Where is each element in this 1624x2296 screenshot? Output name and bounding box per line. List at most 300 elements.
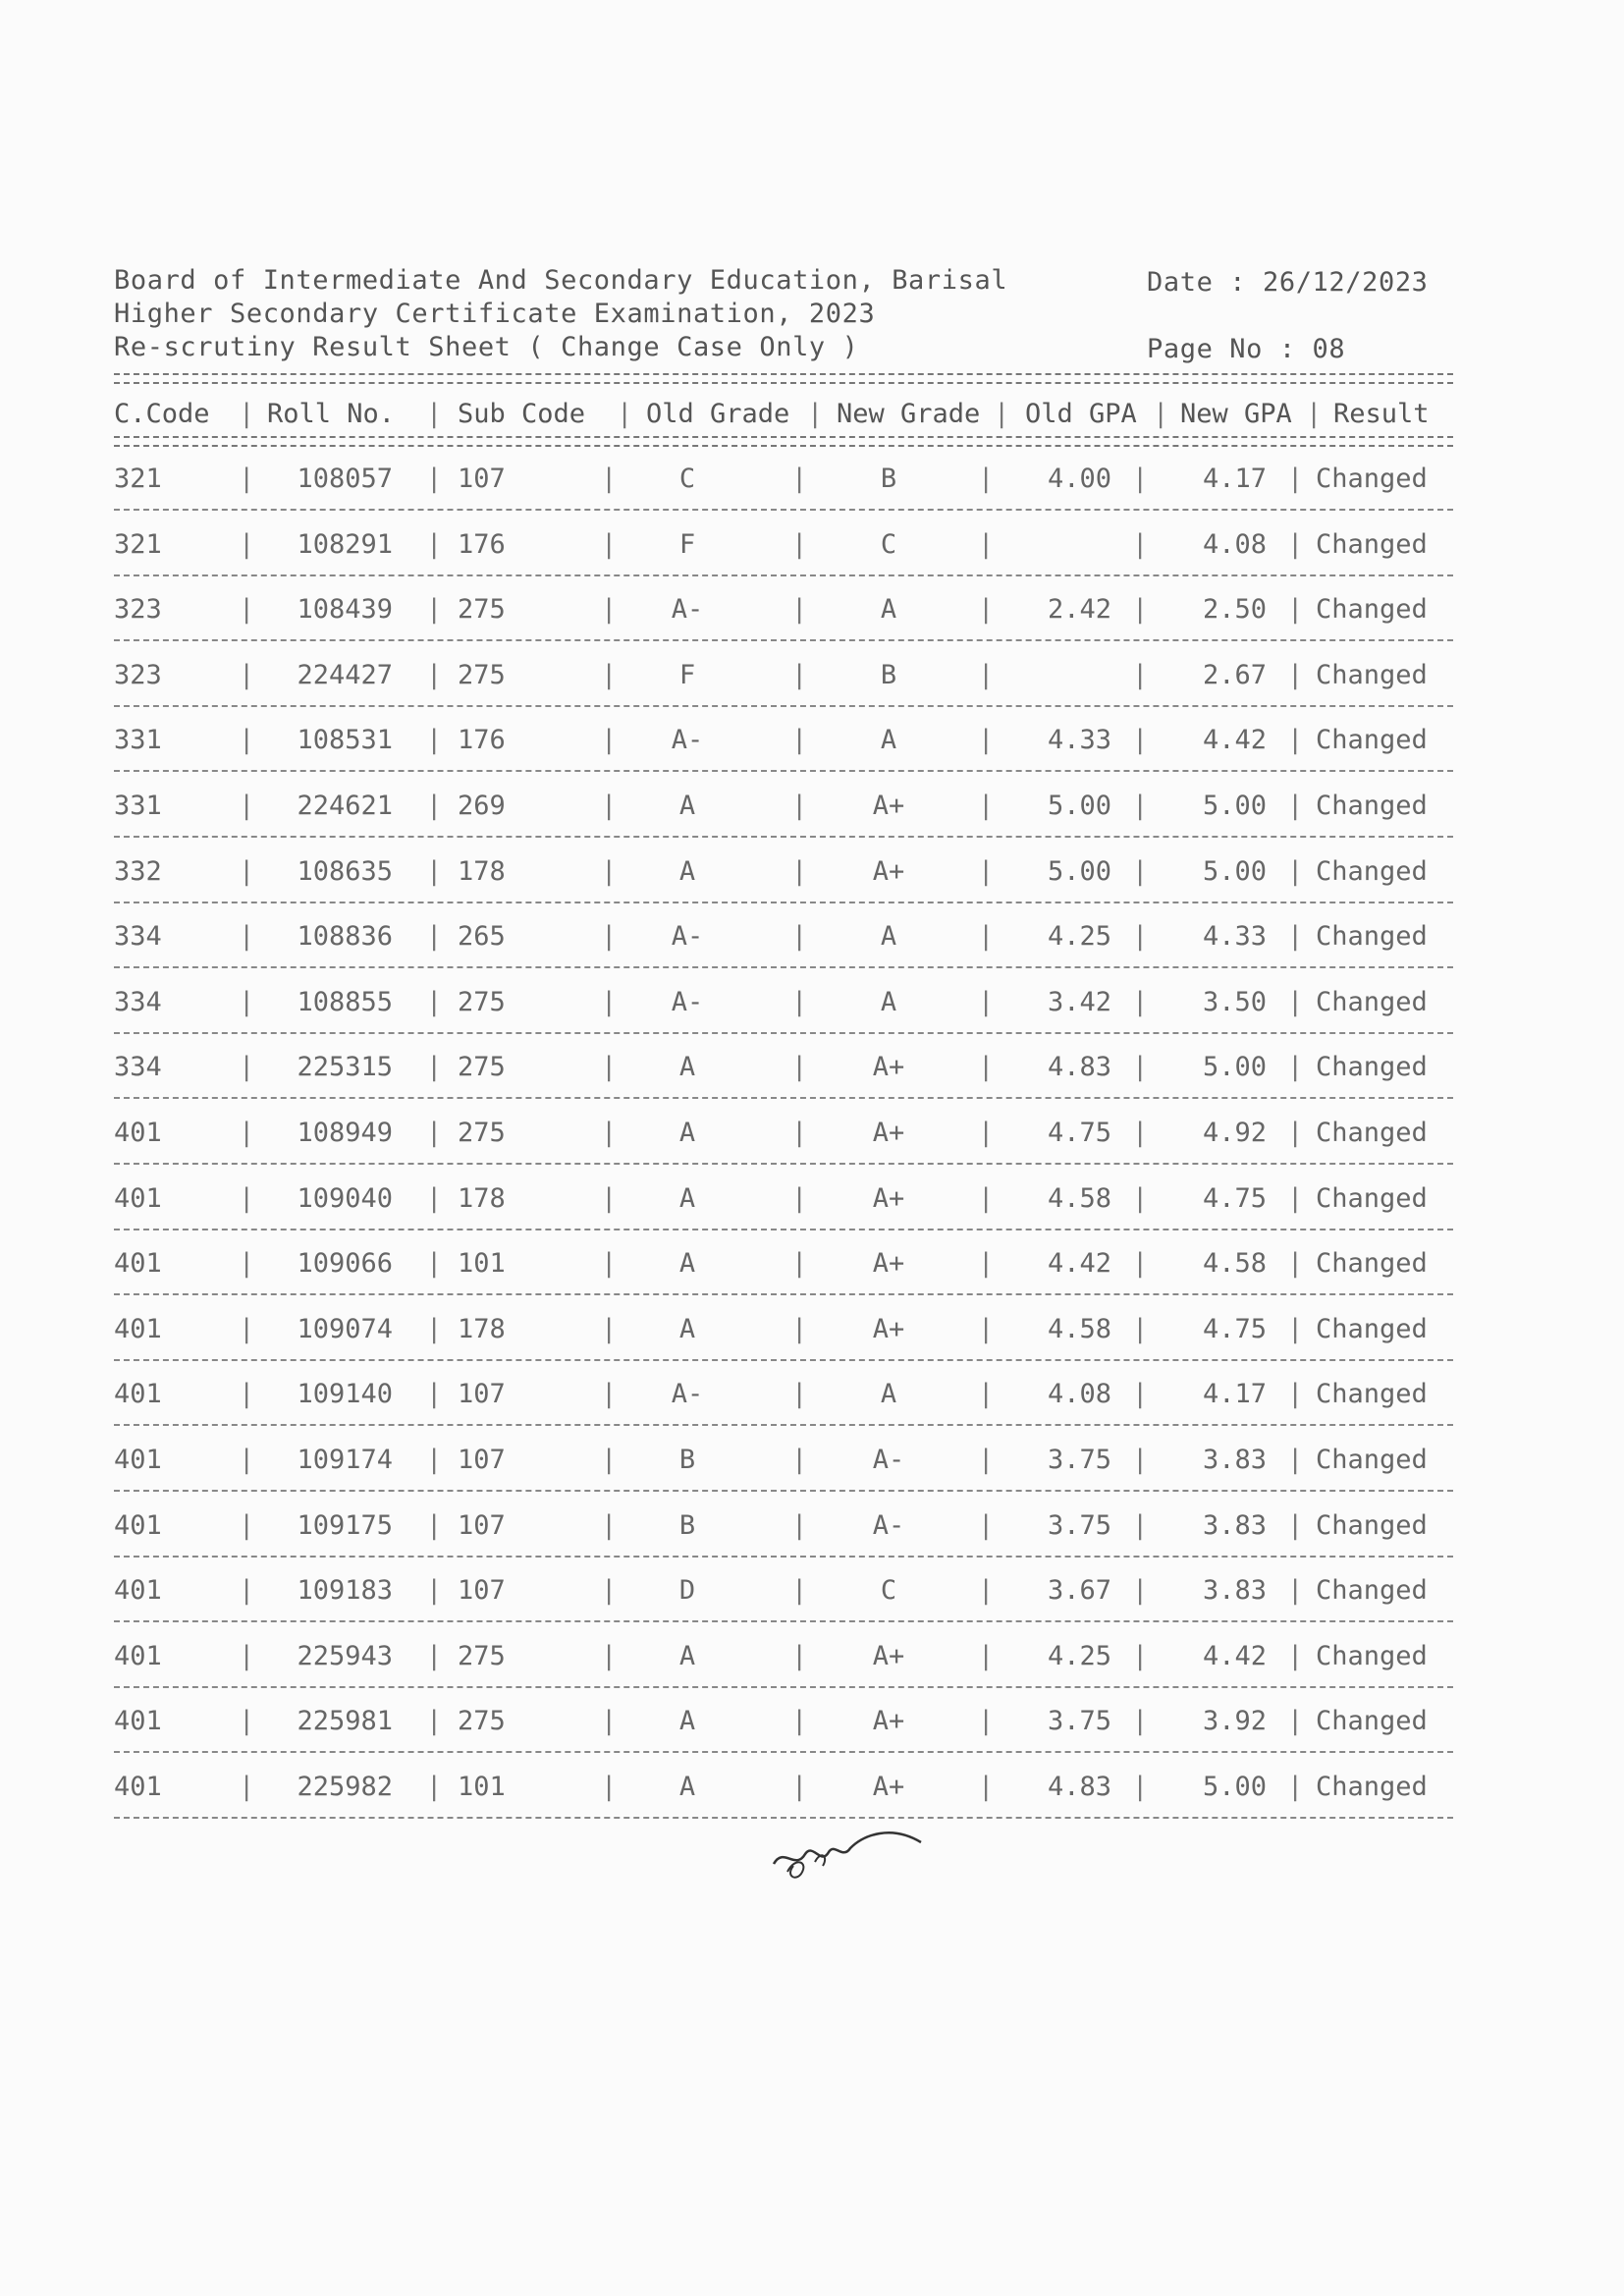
- cell-old-gpa: 4.75: [1047, 1118, 1111, 1148]
- cell-new-gpa: 5.00: [1202, 791, 1267, 821]
- column-separator: |: [978, 856, 995, 887]
- column-separator: |: [978, 1772, 995, 1802]
- row-divider: [114, 836, 1453, 838]
- cell-new-gpa: 2.50: [1202, 594, 1267, 625]
- column-separator: |: [1287, 1772, 1304, 1802]
- cell-new-grade: A: [880, 987, 897, 1017]
- column-separator: |: [1132, 1706, 1149, 1736]
- cell-old-gpa: 3.42: [1047, 987, 1111, 1017]
- column-separator: |: [426, 464, 443, 494]
- column-separator: |: [601, 464, 618, 494]
- column-separator: |: [601, 1052, 618, 1082]
- column-separator: |: [426, 921, 443, 952]
- cell-new-grade: A+: [872, 1641, 905, 1671]
- cell-sub-code: 275: [458, 1641, 506, 1671]
- column-separator: |: [791, 1314, 808, 1344]
- cell-result: Changed: [1316, 791, 1428, 821]
- column-separator: |: [426, 1248, 443, 1279]
- column-separator: |: [1132, 1445, 1149, 1475]
- column-separator: |: [601, 1379, 618, 1409]
- cell-roll-no: 109174: [297, 1445, 393, 1475]
- column-separator: |: [239, 1772, 255, 1802]
- cell-roll-no: 225981: [297, 1706, 393, 1736]
- column-separator: |: [601, 1706, 618, 1736]
- cell-roll-no: 108057: [297, 464, 393, 494]
- cell-c-code: 401: [114, 1314, 162, 1344]
- cell-result: Changed: [1316, 921, 1428, 952]
- cell-result: Changed: [1316, 1706, 1428, 1736]
- column-separator: |: [426, 660, 443, 690]
- cell-new-grade: A+: [872, 1314, 905, 1344]
- column-separator: |: [426, 1575, 443, 1606]
- column-separator: |: [791, 1641, 808, 1671]
- column-separator: |: [978, 921, 995, 952]
- cell-sub-code: 275: [458, 987, 506, 1017]
- cell-new-gpa: 4.75: [1202, 1314, 1267, 1344]
- cell-old-grade: B: [678, 1510, 696, 1541]
- cell-roll-no: 108855: [297, 987, 393, 1017]
- column-separator: |: [601, 529, 618, 560]
- header-rule-bottom: [114, 436, 1453, 447]
- cell-sub-code: 178: [458, 1314, 506, 1344]
- row-divider: [114, 639, 1453, 641]
- cell-new-grade: A+: [872, 856, 905, 887]
- column-separator: |: [994, 399, 1010, 429]
- cell-new-gpa: 5.00: [1202, 856, 1267, 887]
- cell-new-gpa: 4.33: [1202, 921, 1267, 952]
- column-separator: |: [978, 1706, 995, 1736]
- cell-result: Changed: [1316, 660, 1428, 690]
- cell-roll-no: 109175: [297, 1510, 393, 1541]
- row-divider: [114, 1490, 1453, 1492]
- column-separator: |: [239, 725, 255, 755]
- column-separator: |: [1132, 1248, 1149, 1279]
- column-separator: |: [1287, 1118, 1304, 1148]
- cell-c-code: 323: [114, 660, 162, 690]
- cell-new-gpa: 3.50: [1202, 987, 1267, 1017]
- column-separator: |: [239, 399, 255, 429]
- cell-old-grade: F: [678, 529, 696, 560]
- column-separator: |: [791, 1706, 808, 1736]
- column-separator: |: [601, 1183, 618, 1214]
- cell-old-gpa: 4.83: [1047, 1772, 1111, 1802]
- column-separator: |: [426, 1314, 443, 1344]
- cell-roll-no: 225982: [297, 1772, 393, 1802]
- column-header-sub-code: Sub Code: [458, 399, 586, 429]
- cell-c-code: 401: [114, 1772, 162, 1802]
- column-separator: |: [791, 725, 808, 755]
- column-separator: |: [791, 594, 808, 625]
- column-separator: |: [601, 1118, 618, 1148]
- cell-old-grade: A-: [671, 725, 704, 755]
- cell-new-grade: A: [880, 921, 897, 952]
- column-separator: |: [601, 791, 618, 821]
- cell-result: Changed: [1316, 856, 1428, 887]
- column-separator: |: [791, 1118, 808, 1148]
- column-separator: |: [1132, 1575, 1149, 1606]
- cell-sub-code: 107: [458, 1379, 506, 1409]
- cell-new-gpa: 4.42: [1202, 725, 1267, 755]
- column-separator: |: [601, 921, 618, 952]
- column-separator: |: [426, 856, 443, 887]
- row-divider: [114, 705, 1453, 707]
- cell-old-gpa: 4.00: [1047, 464, 1111, 494]
- cell-c-code: 401: [114, 1118, 162, 1148]
- cell-new-gpa: 3.83: [1202, 1510, 1267, 1541]
- cell-roll-no: 108439: [297, 594, 393, 625]
- column-separator: |: [1287, 1314, 1304, 1344]
- row-divider: [114, 1556, 1453, 1558]
- cell-result: Changed: [1316, 594, 1428, 625]
- column-separator: |: [1132, 987, 1149, 1017]
- cell-roll-no: 109183: [297, 1575, 393, 1606]
- cell-c-code: 334: [114, 921, 162, 952]
- row-divider: [114, 1097, 1453, 1099]
- cell-sub-code: 107: [458, 1575, 506, 1606]
- column-separator: |: [1287, 1445, 1304, 1475]
- column-separator: |: [1132, 921, 1149, 952]
- exam-name: Higher Secondary Certificate Examination, 2023: [114, 299, 876, 329]
- column-separator: |: [1132, 856, 1149, 887]
- column-separator: |: [978, 1379, 995, 1409]
- header-rule-top: [114, 373, 1453, 384]
- cell-result: Changed: [1316, 1575, 1428, 1606]
- cell-roll-no: 108531: [297, 725, 393, 755]
- cell-c-code: 401: [114, 1510, 162, 1541]
- column-separator: |: [239, 1118, 255, 1148]
- row-divider: [114, 902, 1453, 903]
- column-separator: |: [601, 1248, 618, 1279]
- cell-old-grade: A: [678, 1183, 696, 1214]
- cell-new-gpa: 4.17: [1202, 464, 1267, 494]
- column-separator: |: [426, 1379, 443, 1409]
- column-separator: |: [426, 1772, 443, 1802]
- column-separator: |: [807, 399, 824, 429]
- cell-sub-code: 275: [458, 1706, 506, 1736]
- cell-roll-no: 224621: [297, 791, 393, 821]
- column-separator: |: [239, 464, 255, 494]
- cell-old-gpa: 4.25: [1047, 1641, 1111, 1671]
- column-separator: |: [978, 987, 995, 1017]
- column-separator: |: [601, 1314, 618, 1344]
- column-separator: |: [791, 1575, 808, 1606]
- cell-result: Changed: [1316, 1183, 1428, 1214]
- cell-roll-no: 109066: [297, 1248, 393, 1279]
- cell-old-gpa: 2.42: [1047, 594, 1111, 625]
- cell-new-grade: A+: [872, 791, 905, 821]
- column-separator: |: [239, 1052, 255, 1082]
- cell-old-grade: F: [678, 660, 696, 690]
- column-separator: |: [978, 1575, 995, 1606]
- column-separator: |: [791, 791, 808, 821]
- column-separator: |: [1287, 1379, 1304, 1409]
- cell-old-grade: A: [678, 1118, 696, 1148]
- column-separator: |: [1287, 1706, 1304, 1736]
- column-separator: |: [1132, 660, 1149, 690]
- column-separator: |: [978, 660, 995, 690]
- cell-new-grade: A: [880, 594, 897, 625]
- cell-c-code: 401: [114, 1445, 162, 1475]
- column-separator: |: [601, 1575, 618, 1606]
- cell-old-gpa: 4.58: [1047, 1314, 1111, 1344]
- column-separator: |: [601, 1510, 618, 1541]
- column-separator: |: [791, 987, 808, 1017]
- column-separator: |: [1132, 464, 1149, 494]
- cell-old-grade: A: [678, 1314, 696, 1344]
- row-divider: [114, 1229, 1453, 1230]
- column-separator: |: [426, 1641, 443, 1671]
- column-separator: |: [1287, 856, 1304, 887]
- cell-old-grade: D: [678, 1575, 696, 1606]
- column-separator: |: [426, 1706, 443, 1736]
- cell-new-grade: A+: [872, 1118, 905, 1148]
- column-separator: |: [1132, 1052, 1149, 1082]
- cell-new-grade: A+: [872, 1052, 905, 1082]
- column-separator: |: [426, 529, 443, 560]
- row-divider: [114, 574, 1453, 576]
- column-separator: |: [1287, 529, 1304, 560]
- column-separator: |: [239, 1379, 255, 1409]
- column-separator: |: [1287, 1183, 1304, 1214]
- cell-new-gpa: 4.75: [1202, 1183, 1267, 1214]
- column-separator: |: [978, 1248, 995, 1279]
- column-header-new-grade: New Grade: [837, 399, 981, 429]
- column-separator: |: [978, 791, 995, 821]
- column-separator: |: [978, 529, 995, 560]
- cell-old-gpa: 4.08: [1047, 1379, 1111, 1409]
- column-separator: |: [239, 594, 255, 625]
- column-separator: |: [978, 1314, 995, 1344]
- column-separator: |: [1287, 660, 1304, 690]
- cell-result: Changed: [1316, 1248, 1428, 1279]
- column-separator: |: [791, 1248, 808, 1279]
- column-separator: |: [1132, 529, 1149, 560]
- row-divider: [114, 1686, 1453, 1688]
- column-separator: |: [1287, 1052, 1304, 1082]
- column-separator: |: [1287, 1510, 1304, 1541]
- column-separator: |: [978, 1183, 995, 1214]
- cell-sub-code: 107: [458, 1510, 506, 1541]
- cell-new-grade: B: [880, 464, 897, 494]
- column-separator: |: [791, 856, 808, 887]
- row-divider: [114, 1424, 1453, 1426]
- cell-roll-no: 109040: [297, 1183, 393, 1214]
- cell-result: Changed: [1316, 725, 1428, 755]
- cell-new-gpa: 4.58: [1202, 1248, 1267, 1279]
- cell-new-gpa: 5.00: [1202, 1052, 1267, 1082]
- column-separator: |: [601, 725, 618, 755]
- column-separator: |: [426, 1052, 443, 1082]
- cell-new-grade: A-: [872, 1510, 905, 1541]
- column-separator: |: [426, 725, 443, 755]
- column-separator: |: [1287, 594, 1304, 625]
- cell-result: Changed: [1316, 1379, 1428, 1409]
- cell-result: Changed: [1316, 1314, 1428, 1344]
- column-separator: |: [239, 1314, 255, 1344]
- row-divider: [114, 1293, 1453, 1295]
- cell-new-grade: A: [880, 725, 897, 755]
- cell-old-gpa: 3.67: [1047, 1575, 1111, 1606]
- column-separator: |: [617, 399, 633, 429]
- column-separator: |: [426, 791, 443, 821]
- column-separator: |: [791, 1510, 808, 1541]
- cell-new-grade: A: [880, 1379, 897, 1409]
- column-separator: |: [601, 660, 618, 690]
- column-separator: |: [239, 987, 255, 1017]
- cell-old-grade: B: [678, 1445, 696, 1475]
- cell-sub-code: 178: [458, 856, 506, 887]
- cell-roll-no: 224427: [297, 660, 393, 690]
- column-separator: |: [239, 1248, 255, 1279]
- column-separator: |: [1132, 791, 1149, 821]
- row-divider: [114, 966, 1453, 968]
- cell-c-code: 331: [114, 725, 162, 755]
- column-separator: |: [426, 1118, 443, 1148]
- column-separator: |: [791, 921, 808, 952]
- column-separator: |: [978, 594, 995, 625]
- cell-new-gpa: 2.67: [1202, 660, 1267, 690]
- column-separator: |: [791, 1445, 808, 1475]
- cell-sub-code: 101: [458, 1248, 506, 1279]
- cell-c-code: 401: [114, 1248, 162, 1279]
- column-separator: |: [239, 1575, 255, 1606]
- column-separator: |: [601, 594, 618, 625]
- cell-c-code: 401: [114, 1641, 162, 1671]
- cell-new-gpa: 3.83: [1202, 1445, 1267, 1475]
- cell-c-code: 323: [114, 594, 162, 625]
- page-number: Page No : 08: [1147, 334, 1346, 364]
- column-separator: |: [1132, 1379, 1149, 1409]
- column-separator: |: [239, 1183, 255, 1214]
- column-separator: |: [791, 464, 808, 494]
- column-header-old-grade: Old Grade: [646, 399, 790, 429]
- cell-sub-code: 107: [458, 1445, 506, 1475]
- column-separator: |: [239, 791, 255, 821]
- cell-old-gpa: 4.25: [1047, 921, 1111, 952]
- column-separator: |: [1132, 594, 1149, 625]
- cell-roll-no: 109140: [297, 1379, 393, 1409]
- cell-result: Changed: [1316, 464, 1428, 494]
- cell-sub-code: 269: [458, 791, 506, 821]
- cell-roll-no: 108635: [297, 856, 393, 887]
- column-header-new-gpa: New GPA: [1180, 399, 1292, 429]
- column-separator: |: [1132, 1510, 1149, 1541]
- cell-new-grade: A+: [872, 1183, 905, 1214]
- column-separator: |: [426, 1445, 443, 1475]
- cell-old-grade: A: [678, 791, 696, 821]
- cell-result: Changed: [1316, 1641, 1428, 1671]
- column-separator: |: [601, 1772, 618, 1802]
- column-separator: |: [426, 594, 443, 625]
- cell-roll-no: 108836: [297, 921, 393, 952]
- column-separator: |: [1287, 791, 1304, 821]
- cell-old-grade: A-: [671, 594, 704, 625]
- column-separator: |: [239, 529, 255, 560]
- cell-result: Changed: [1316, 529, 1428, 560]
- cell-new-grade: A+: [872, 1248, 905, 1279]
- sheet-title: Re-scrutiny Result Sheet ( Change Case Only ): [114, 332, 859, 362]
- column-separator: |: [1287, 1575, 1304, 1606]
- cell-roll-no: 225943: [297, 1641, 393, 1671]
- column-header-old-gpa: Old GPA: [1025, 399, 1137, 429]
- cell-sub-code: 107: [458, 464, 506, 494]
- column-separator: |: [1306, 399, 1323, 429]
- column-separator: |: [1132, 1183, 1149, 1214]
- cell-result: Changed: [1316, 1510, 1428, 1541]
- cell-sub-code: 176: [458, 725, 506, 755]
- column-separator: |: [791, 1379, 808, 1409]
- column-separator: |: [239, 1510, 255, 1541]
- column-separator: |: [791, 529, 808, 560]
- cell-old-grade: A-: [671, 1379, 704, 1409]
- cell-sub-code: 275: [458, 1118, 506, 1148]
- cell-new-gpa: 4.08: [1202, 529, 1267, 560]
- cell-c-code: 331: [114, 791, 162, 821]
- cell-c-code: 334: [114, 987, 162, 1017]
- board-name: Board of Intermediate And Secondary Education, Barisal: [114, 265, 1008, 296]
- cell-roll-no: 108949: [297, 1118, 393, 1148]
- cell-old-grade: A-: [671, 921, 704, 952]
- column-separator: |: [1132, 1641, 1149, 1671]
- column-separator: |: [601, 1641, 618, 1671]
- column-separator: |: [1287, 1641, 1304, 1671]
- column-separator: |: [239, 1706, 255, 1736]
- column-separator: |: [1287, 921, 1304, 952]
- cell-roll-no: 109074: [297, 1314, 393, 1344]
- cell-result: Changed: [1316, 1772, 1428, 1802]
- cell-old-gpa: 3.75: [1047, 1445, 1111, 1475]
- cell-c-code: 401: [114, 1575, 162, 1606]
- column-separator: |: [1153, 399, 1169, 429]
- column-separator: |: [791, 1183, 808, 1214]
- cell-sub-code: 275: [458, 594, 506, 625]
- column-separator: |: [426, 1183, 443, 1214]
- column-separator: |: [978, 1445, 995, 1475]
- cell-c-code: 321: [114, 529, 162, 560]
- column-separator: |: [601, 987, 618, 1017]
- cell-c-code: 321: [114, 464, 162, 494]
- sheet-date: Date : 26/12/2023: [1147, 267, 1429, 298]
- column-separator: |: [426, 399, 443, 429]
- cell-old-gpa: 4.83: [1047, 1052, 1111, 1082]
- cell-new-gpa: 3.83: [1202, 1575, 1267, 1606]
- signature: [766, 1817, 933, 1886]
- cell-sub-code: 178: [458, 1183, 506, 1214]
- cell-c-code: 332: [114, 856, 162, 887]
- cell-old-gpa: 3.75: [1047, 1510, 1111, 1541]
- column-separator: |: [601, 1445, 618, 1475]
- column-separator: |: [978, 1118, 995, 1148]
- column-separator: |: [978, 464, 995, 494]
- cell-sub-code: 275: [458, 660, 506, 690]
- cell-old-gpa: 3.75: [1047, 1706, 1111, 1736]
- column-separator: |: [978, 725, 995, 755]
- cell-old-grade: A: [678, 856, 696, 887]
- cell-old-gpa: 4.58: [1047, 1183, 1111, 1214]
- column-header-result: Result: [1333, 399, 1430, 429]
- column-separator: |: [791, 1772, 808, 1802]
- cell-c-code: 334: [114, 1052, 162, 1082]
- column-header-c-code: C.Code: [114, 399, 210, 429]
- cell-sub-code: 275: [458, 1052, 506, 1082]
- cell-new-grade: A-: [872, 1445, 905, 1475]
- column-separator: |: [1132, 1772, 1149, 1802]
- cell-old-grade: A: [678, 1052, 696, 1082]
- column-separator: |: [1287, 1248, 1304, 1279]
- cell-result: Changed: [1316, 1118, 1428, 1148]
- cell-new-grade: A+: [872, 1772, 905, 1802]
- column-separator: |: [1287, 725, 1304, 755]
